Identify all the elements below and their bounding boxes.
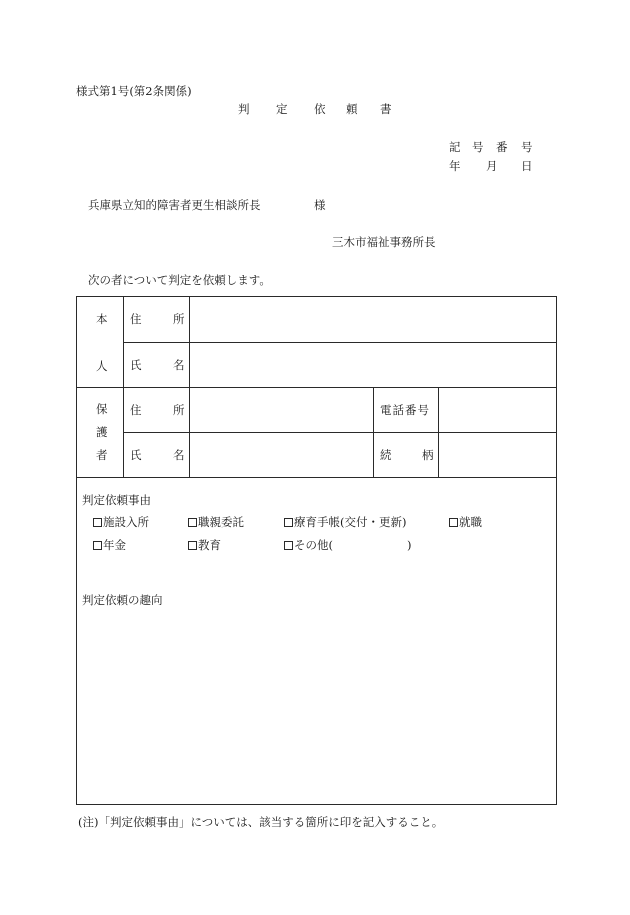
guardian-label-char: 保 (96, 402, 108, 416)
checkbox-icon (284, 518, 293, 527)
name-label-char: 氏 (130, 358, 142, 372)
option-employment[interactable]: 就職 (449, 517, 482, 529)
checkbox-icon (188, 541, 197, 550)
footnote: (注)「判定依頼事由」については、該当する箇所に印を記入すること。 (78, 815, 444, 829)
option-education[interactable]: 教育 (188, 540, 221, 552)
option-care-handbook[interactable]: 療育手帳(交付・更新) (284, 517, 406, 529)
purpose-heading: 判定依頼の趣向 (82, 593, 163, 607)
name-label-char: 名 (173, 448, 185, 462)
relation-label-char: 柄 (422, 448, 434, 462)
info-table (76, 296, 557, 478)
title-char: 頼 (346, 102, 358, 116)
form-number: 様式第1号(第2条関係) (76, 84, 192, 98)
checkbox-icon (284, 541, 293, 550)
name-label-char: 名 (173, 358, 185, 372)
title-char: 依 (314, 102, 326, 116)
guardian-label-char: 者 (96, 448, 108, 462)
reason-heading: 判定依頼事由 (82, 493, 151, 507)
guardian-label-char: 護 (96, 425, 108, 439)
column-divider (123, 297, 124, 477)
checkbox-icon (188, 518, 197, 527)
checkbox-icon (449, 518, 458, 527)
addressee-honorific: 様 (314, 198, 326, 212)
column-divider (373, 387, 374, 477)
title-char: 判 (238, 102, 250, 116)
addressee-name: 兵庫県立知的障害者更生相談所長 (88, 198, 261, 212)
address-label-char: 所 (173, 403, 185, 417)
section-divider (77, 387, 556, 388)
option-pension[interactable]: 年金 (93, 540, 126, 552)
person-label-char: 人 (96, 359, 108, 373)
checkbox-icon (93, 541, 102, 550)
address-label-char: 住 (130, 403, 142, 417)
name-label-char: 氏 (130, 448, 142, 462)
intro-text: 次の者について判定を依頼します。 (88, 273, 271, 287)
option-other-close: ) (407, 538, 412, 552)
option-other[interactable]: その他( (284, 540, 333, 552)
option-facility-admission[interactable]: 施設入所 (93, 517, 149, 529)
relation-label-char: 続 (380, 448, 392, 462)
title-char: 定 (276, 102, 288, 116)
phone-number-label: 電話番号 (380, 403, 430, 417)
person-label-char: 本 (96, 312, 108, 326)
column-divider (438, 387, 439, 477)
title-char: 書 (380, 102, 392, 116)
sender-name: 三木市福祉事務所長 (332, 235, 436, 249)
address-label-char: 住 (130, 312, 142, 326)
checkbox-icon (93, 518, 102, 527)
column-divider (189, 297, 190, 477)
address-label-char: 所 (173, 312, 185, 326)
option-foster-employer[interactable]: 職親委託 (188, 517, 244, 529)
